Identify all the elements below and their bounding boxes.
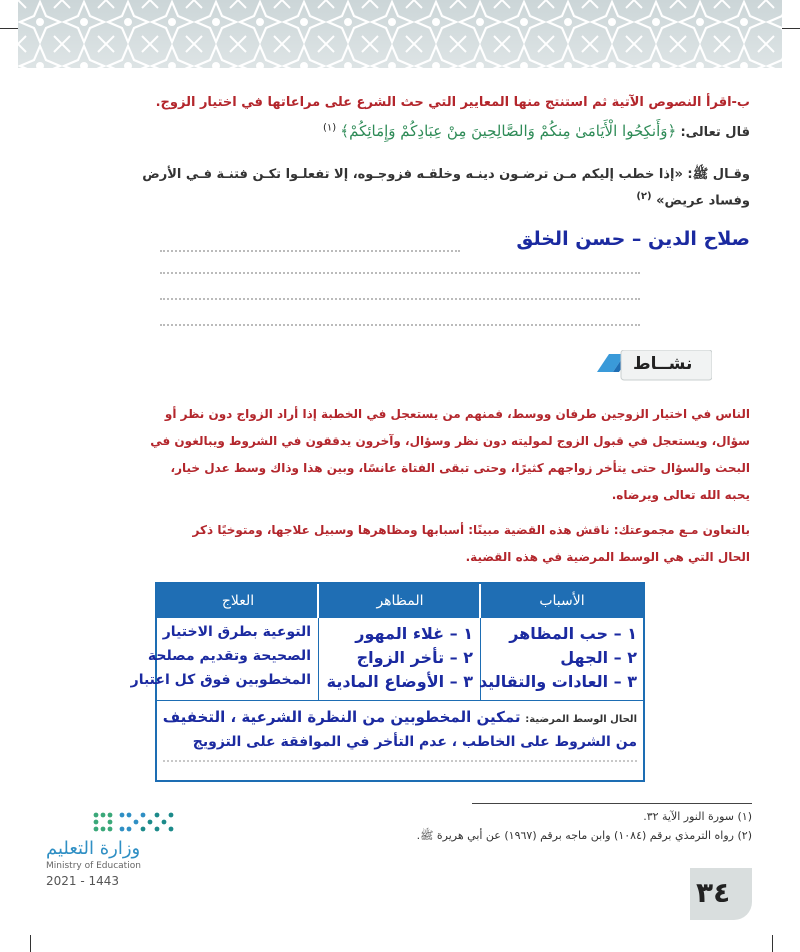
symptom-3: ٣ – الأوضاع المادية (326, 672, 473, 691)
header-remedy: العلاج (157, 584, 319, 618)
verse-line (323, 122, 750, 140)
hadith-line-1: وقـال ﷺ: «إذا خطب إليكم مـن ترضـون دينـه وخلقـه فزوجـوه، إلا تفعلـوا تكـن فتنـة فـي الأرض (142, 167, 750, 182)
verse-intro: قال تعالى: (680, 125, 750, 140)
handwritten-answer: صلاح الدين – حسن الخلق (516, 228, 750, 250)
middle-state-line-1 (163, 708, 637, 726)
hadith-text: وفساد عريض» (656, 193, 750, 209)
middle-state-line-2: من الشروط على الخاطب ، عدم التأخر في الموافقة على التزويج (192, 734, 637, 750)
cause-2: ٢ – الجهل (560, 648, 637, 667)
activity-tag (595, 350, 712, 382)
ministry-name-english: Ministry of Education (46, 861, 141, 871)
page-number: ٣٤ (696, 876, 731, 909)
crop-mark (0, 28, 18, 29)
middle-state-answer: تمكين المخطوبين من النظرة الشرعية ، التخفيف (162, 708, 521, 726)
crop-mark (772, 935, 773, 952)
answer-dotted-line (160, 250, 460, 252)
column-divider (318, 618, 319, 700)
table-dotted-line (163, 760, 637, 762)
activity-label: نشــاط (633, 354, 693, 374)
activity-task-line: الحال التي هي الوسط المرضية في هذه القضية. (465, 550, 750, 564)
footnote-separator (472, 803, 752, 804)
activity-task-line: بالتعاون مـع مجموعتك: ناقش هذه القضية مبينًا: أسبابها ومظاهرها وسبيل علاجها، ومتوخيًا ذكر (192, 523, 750, 537)
header-causes: الأسباب (481, 584, 643, 618)
ministry-logo-icon (90, 807, 180, 837)
verse-text: ﴿وَأَنكِحُوا الْأَيَامَىٰ مِنكُمْ وَالصَّالِحِينَ مِنْ عِبَادِكُمْ وَإِمَائِكُمْ﴾ (340, 122, 677, 140)
exercise-prompt: ب-اقرأ النصوص الآتية ثم استنتج منها المعايير التي حث الشرع على مراعاتها في اختيار الزوج. (155, 95, 750, 110)
activity-paragraph-line: البحث والسؤال حتى يتأخر زواجهم كثيرًا، وحتى تبقى الفتاة عانسًا، وبين هذا وذاك وسط عدل خيار، (170, 461, 750, 475)
activity-table (130, 582, 645, 782)
middle-state-label: الحال الوسط المرضية: (525, 714, 637, 725)
row-divider (157, 700, 643, 701)
crop-mark (782, 28, 800, 29)
answer-dotted-line (160, 298, 640, 300)
symptom-2: ٢ – تأخر الزواج (356, 648, 473, 667)
activity-paragraph-line: سؤال، ويستعجل في قبول الزوج لموليته دون نظر وسؤال، وآخرون يدققون في الشروط ويبالغون في (150, 434, 750, 448)
hadith-footnote-ref: (٢) (636, 191, 652, 202)
crop-mark (30, 935, 31, 952)
hadith-line-2 (636, 191, 750, 208)
ministry-name-arabic: وزارة التعليم (46, 838, 141, 859)
activity-paragraph-line: الناس في اختيار الزوجين طرفان ووسط، فمنهم من يستعجل في الخطبة إذا أراد الزواج دون نظر أو (164, 407, 750, 421)
remedy-line: التوعية بطرق الاختيار (162, 624, 311, 640)
remedy-line: الصحيحة وتقديم مصلحة (147, 648, 311, 664)
symptom-1: ١ – غلاء المهور (355, 624, 473, 643)
footnote-2: (٢) رواه الترمذي برقم (١٠٨٤) وابن ماجه برقم (١٩٦٧) عن أبي هريرة ﷺ. (416, 829, 752, 842)
footnote-1: (١) سورة النور الآية ٣٢. (643, 810, 752, 823)
verse-footnote-ref: (١) (322, 122, 337, 134)
header-symptoms: المظاهر (319, 584, 481, 618)
answer-dotted-line (160, 324, 640, 326)
edition-year: 2021 - 1443 (46, 874, 120, 888)
activity-paragraph-line: يحبه الله تعالى ويرضاه. (611, 488, 750, 502)
decorative-header-banner (18, 0, 782, 68)
remedy-line: المخطوبين فوق كل اعتبار (130, 672, 311, 688)
answer-dotted-line (160, 272, 640, 274)
cause-3: ٣ – العادات والتقاليد (478, 672, 637, 691)
cause-1: ١ – حب المظاهر (509, 624, 637, 643)
page-number-box (690, 868, 752, 920)
